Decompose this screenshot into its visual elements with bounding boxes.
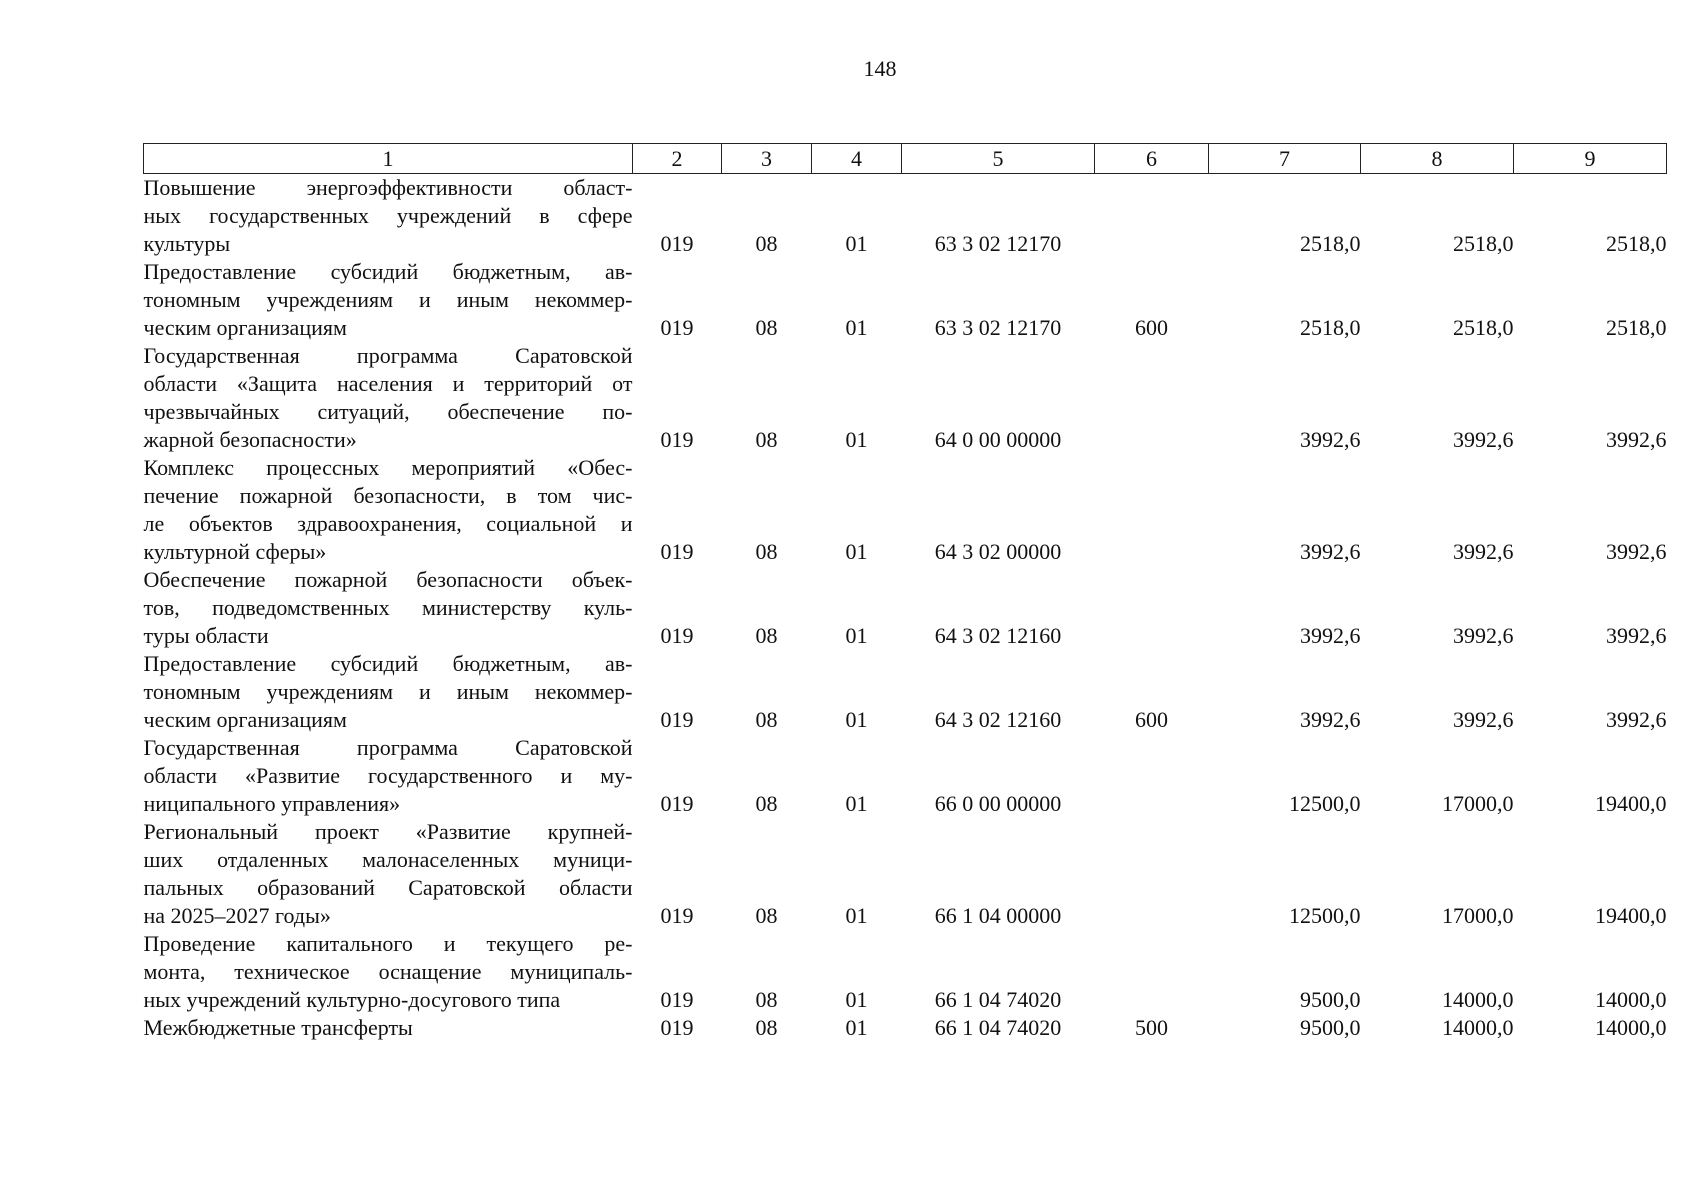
ministry-code: 019 (660, 315, 694, 340)
row-name-line: Предоставление субсидий бюджетным, ав- (143, 651, 633, 676)
amount-year-2: 2518,0 (1453, 315, 1514, 340)
expense-type-code: 600 (1135, 707, 1168, 732)
expense-type-code: 500 (1135, 1015, 1168, 1040)
row-name-line: ческим организациям (143, 707, 347, 732)
row-name (144, 650, 633, 734)
section-code: 08 (755, 1015, 778, 1040)
subsection-code: 01 (845, 539, 868, 564)
row-name-line: жарной безопасности» (143, 427, 357, 452)
section-code: 08 (755, 707, 778, 732)
amount-year-2: 3992,6 (1453, 707, 1514, 732)
amount-year-2: 3992,6 (1453, 539, 1514, 564)
ministry-code: 019 (660, 987, 694, 1012)
section-code: 08 (755, 427, 778, 452)
column-header-8: 8 (1361, 144, 1514, 174)
section-code: 08 (755, 315, 778, 340)
amount-year-3: 19400,0 (1595, 791, 1667, 816)
amount-year-2: 17000,0 (1442, 903, 1514, 928)
column-header-4: 4 (812, 144, 902, 174)
row-name-line: Повышение энергоэффективности област- (143, 175, 633, 200)
subsection-code: 01 (845, 231, 868, 256)
table-row (144, 342, 1667, 454)
table-row (144, 818, 1667, 930)
amount-year-3: 14000,0 (1595, 1015, 1667, 1040)
column-header-1: 1 (144, 144, 633, 174)
row-name (144, 734, 633, 818)
row-name-line: Комплекс процессных мероприятий «Обес- (143, 455, 633, 480)
row-name-line: ных государственных учреждений в сфере (143, 203, 633, 228)
row-name-line: чрезвычайных ситуаций, обеспечение по- (143, 399, 633, 424)
row-name-line: Межбюджетные трансферты (143, 1015, 413, 1040)
row-name (144, 454, 633, 566)
amount-year-1: 3992,6 (1300, 623, 1361, 648)
amount-year-1: 3992,6 (1300, 427, 1361, 452)
expense-type-code (1095, 566, 1209, 650)
row-name-line: на 2025–2027 годы» (143, 903, 331, 928)
amount-year-1: 9500,0 (1300, 987, 1361, 1012)
target-article-code: 64 0 00 00000 (934, 427, 1062, 452)
row-name-line: ших отдаленных малонаселенных муници- (143, 847, 633, 872)
target-article-code: 66 1 04 74020 (934, 987, 1062, 1012)
row-name-line: Государственная программа Саратовской (143, 735, 633, 760)
amount-year-3: 19400,0 (1595, 903, 1667, 928)
ministry-code: 019 (660, 623, 694, 648)
amount-year-1: 3992,6 (1300, 707, 1361, 732)
amount-year-2: 14000,0 (1442, 987, 1514, 1012)
row-name-line: Обеспечение пожарной безопасности объек- (143, 567, 633, 592)
column-header-2: 2 (633, 144, 722, 174)
row-name (144, 1014, 633, 1042)
target-article-code: 66 1 04 00000 (934, 903, 1062, 928)
amount-year-2: 17000,0 (1442, 791, 1514, 816)
row-name-line: печение пожарной безопасности, в том чис- (143, 483, 633, 508)
row-name-line: монта, техническое оснащение муниципаль- (143, 959, 633, 984)
subsection-code: 01 (845, 791, 868, 816)
budget-table (143, 143, 1667, 1042)
table-row (144, 566, 1667, 650)
ministry-code: 019 (660, 707, 694, 732)
amount-year-1: 12500,0 (1289, 903, 1361, 928)
row-name (144, 566, 633, 650)
amount-year-3: 3992,6 (1606, 623, 1667, 648)
section-code: 08 (755, 791, 778, 816)
subsection-code: 01 (845, 315, 868, 340)
expense-type-code (1095, 930, 1209, 1014)
row-name (144, 258, 633, 342)
row-name-line: тономным учреждениям и иным некоммер- (143, 679, 633, 704)
table-row (144, 650, 1667, 734)
section-code: 08 (755, 231, 778, 256)
column-header-5: 5 (902, 144, 1095, 174)
row-name-line: Предоставление субсидий бюджетным, ав- (143, 259, 633, 284)
amount-year-3: 3992,6 (1606, 539, 1667, 564)
amount-year-3: 3992,6 (1606, 427, 1667, 452)
amount-year-1: 12500,0 (1289, 791, 1361, 816)
row-name (144, 174, 633, 259)
subsection-code: 01 (845, 427, 868, 452)
subsection-code: 01 (845, 707, 868, 732)
row-name-line: Государственная программа Саратовской (143, 343, 633, 368)
subsection-code: 01 (845, 903, 868, 928)
table-row (144, 174, 1667, 259)
amount-year-1: 2518,0 (1300, 315, 1361, 340)
amount-year-3: 3992,6 (1606, 707, 1667, 732)
target-article-code: 66 1 04 74020 (934, 1015, 1062, 1040)
expense-type-code (1095, 818, 1209, 930)
table-row (144, 454, 1667, 566)
target-article-code: 64 3 02 12160 (934, 707, 1062, 732)
subsection-code: 01 (845, 1015, 868, 1040)
target-article-code: 66 0 00 00000 (934, 791, 1062, 816)
ministry-code: 019 (660, 903, 694, 928)
table-row (144, 734, 1667, 818)
target-article-code: 63 3 02 12170 (934, 231, 1062, 256)
ministry-code: 019 (660, 539, 694, 564)
amount-year-2: 3992,6 (1453, 623, 1514, 648)
amount-year-1: 9500,0 (1300, 1015, 1361, 1040)
section-code: 08 (755, 623, 778, 648)
subsection-code: 01 (845, 987, 868, 1012)
header-row (144, 144, 1667, 174)
row-name-line: Проведение капитального и текущего ре- (143, 931, 633, 956)
section-code: 08 (755, 987, 778, 1012)
row-name-line: ческим организациям (143, 315, 347, 340)
amount-year-3: 2518,0 (1606, 231, 1667, 256)
expense-type-code (1095, 734, 1209, 818)
expense-type-code (1095, 342, 1209, 454)
ministry-code: 019 (660, 1015, 694, 1040)
subsection-code: 01 (845, 623, 868, 648)
expense-type-code: 600 (1135, 315, 1168, 340)
row-name-line: ле объектов здравоохранения, социальной и (143, 511, 633, 536)
expense-type-code (1095, 174, 1209, 259)
amount-year-3: 2518,0 (1606, 315, 1667, 340)
page-number: 148 (863, 56, 897, 81)
amount-year-2: 2518,0 (1453, 231, 1514, 256)
target-article-code: 64 3 02 12160 (934, 623, 1062, 648)
ministry-code: 019 (660, 791, 694, 816)
section-code: 08 (755, 903, 778, 928)
row-name-line: тономным учреждениям и иным некоммер- (143, 287, 633, 312)
expense-type-code (1095, 454, 1209, 566)
table-body (144, 174, 1667, 1043)
row-name (144, 342, 633, 454)
row-name-line: тов, подведомственных министерству куль- (143, 595, 633, 620)
row-name-line: культуры (143, 231, 231, 256)
table-row (144, 930, 1667, 1014)
column-header-6: 6 (1095, 144, 1209, 174)
column-header-3: 3 (722, 144, 812, 174)
ministry-code: 019 (660, 427, 694, 452)
amount-year-3: 14000,0 (1595, 987, 1667, 1012)
section-code: 08 (755, 539, 778, 564)
row-name-line: туры области (143, 623, 269, 648)
row-name-line: области «Защита населения и территорий от (143, 371, 633, 396)
row-name (144, 930, 633, 1014)
row-name-line: области «Развитие государственного и му- (143, 763, 633, 788)
amount-year-2: 14000,0 (1442, 1015, 1514, 1040)
column-header-9: 9 (1514, 144, 1667, 174)
amount-year-1: 2518,0 (1300, 231, 1361, 256)
row-name-line: культурной сферы» (143, 539, 327, 564)
row-name-line: ных учреждений культурно-досугового типа (143, 987, 561, 1012)
row-name (144, 818, 633, 930)
column-header-7: 7 (1209, 144, 1361, 174)
target-article-code: 63 3 02 12170 (934, 315, 1062, 340)
table-row (144, 258, 1667, 342)
table-row (144, 1014, 1667, 1042)
target-article-code: 64 3 02 00000 (934, 539, 1062, 564)
amount-year-2: 3992,6 (1453, 427, 1514, 452)
row-name-line: Региональный проект «Развитие крупней- (143, 819, 633, 844)
ministry-code: 019 (660, 231, 694, 256)
amount-year-1: 3992,6 (1300, 539, 1361, 564)
row-name-line: пальных образований Саратовской области (143, 875, 633, 900)
row-name-line: ниципального управления» (143, 791, 401, 816)
